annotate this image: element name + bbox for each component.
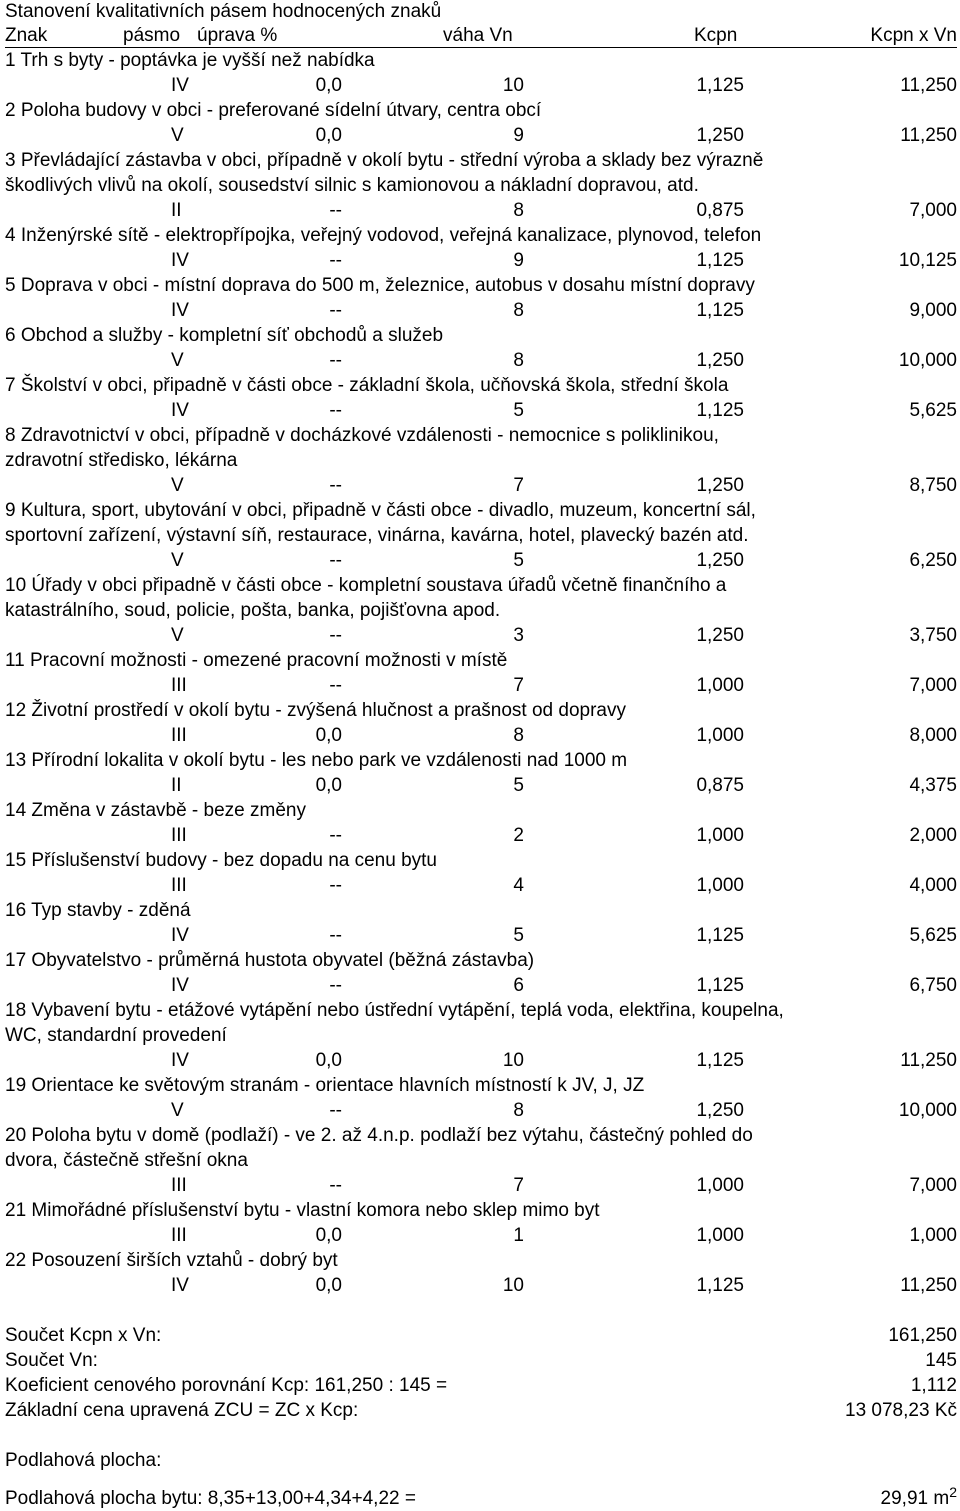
band-value: III — [171, 725, 187, 746]
criterion-values-row — [5, 923, 957, 948]
adjustment-value: -- — [329, 1100, 342, 1121]
kcpn-x-vn-value: 6,250 — [909, 550, 957, 571]
weight-value: 8 — [513, 725, 524, 746]
criterion-item — [5, 48, 957, 98]
weight-value: 5 — [513, 775, 524, 796]
band-value: V — [171, 550, 184, 571]
band-value: V — [171, 350, 184, 371]
criterion-description: 10 Úřady v obci připadně v části obce - kompletní soustava úřadů včetně finančního a — [5, 575, 727, 596]
criterion-values-row — [5, 1048, 957, 1073]
criterion-description: zdravotní středisko, lékárna — [5, 450, 238, 471]
weight-value: 7 — [513, 675, 524, 696]
criterion-values-row — [5, 973, 957, 998]
weight-value: 4 — [513, 875, 524, 896]
floor-area-value — [881, 1486, 957, 1511]
criterion-item — [5, 373, 957, 423]
floor-area-row — [5, 1486, 957, 1511]
criterion-values-row — [5, 873, 957, 898]
summary-row — [5, 1348, 957, 1373]
weight-value: 5 — [513, 550, 524, 571]
kcpn-x-vn-value: 11,250 — [900, 125, 957, 146]
criterion-description: WC, standardní provedení — [5, 1025, 227, 1046]
criterion-item — [5, 998, 957, 1073]
weight-value: 3 — [513, 625, 524, 646]
kcpn-x-vn-value: 11,250 — [900, 1275, 957, 1296]
criterion-item — [5, 748, 957, 798]
band-value: IV — [171, 400, 189, 421]
table-header — [5, 24, 957, 48]
adjustment-value: -- — [329, 400, 342, 421]
kcpn-value: 1,250 — [696, 475, 744, 496]
adjustment-value: -- — [329, 975, 342, 996]
page-title: Stanovení kvalitativních pásem hodnocených znaků — [5, 1, 442, 22]
band-value: IV — [171, 75, 189, 96]
summary-row — [5, 1373, 957, 1398]
criterion-description: 4 Inženýrské sítě - elektropřípojka, veřejný vodovod, veřejná kanalizace, plynovod, telefon — [5, 225, 762, 246]
band-value: III — [171, 675, 187, 696]
band-value: III — [171, 825, 187, 846]
kcpn-x-vn-value: 1,000 — [909, 1225, 957, 1246]
criterion-description: 11 Pracovní možnosti - omezené pracovní možnosti v místě — [5, 650, 508, 671]
criterion-values-row — [5, 1173, 957, 1198]
band-value: V — [171, 125, 184, 146]
adjustment-value: 0,0 — [315, 1225, 342, 1246]
header-kcpn: Kcpn — [694, 25, 738, 46]
band-value: III — [171, 875, 187, 896]
kcpn-x-vn-value: 8,750 — [909, 475, 957, 496]
summary-row — [5, 1398, 957, 1423]
band-value: IV — [171, 975, 189, 996]
band-value: IV — [171, 1050, 189, 1071]
criterion-values-row — [5, 1273, 957, 1298]
criterion-item — [5, 948, 957, 998]
band-value: III — [171, 1225, 187, 1246]
criterion-values-row — [5, 348, 957, 373]
adjustment-value: -- — [329, 925, 342, 946]
kcpn-value: 1,125 — [696, 75, 744, 96]
adjustment-value: -- — [329, 550, 342, 571]
criterion-item — [5, 98, 957, 148]
header-znak: Znak — [5, 25, 48, 46]
criterion-item — [5, 1248, 957, 1298]
summary-label: Součet Vn: — [5, 1350, 98, 1371]
band-value: II — [171, 775, 182, 796]
adjustment-value: -- — [329, 675, 342, 696]
weight-value: 9 — [513, 250, 524, 271]
band-value: V — [171, 1100, 184, 1121]
criteria-list — [5, 48, 957, 1298]
kcpn-x-vn-value: 3,750 — [909, 625, 957, 646]
criterion-values-row — [5, 623, 957, 648]
summary-label: Součet Kcpn x Vn: — [5, 1325, 162, 1346]
kcpn-value: 1,250 — [696, 350, 744, 371]
floor-area-heading: Podlahová plocha: — [5, 1450, 162, 1471]
criterion-values-row — [5, 1098, 957, 1123]
header-pasmo: pásmo — [123, 25, 181, 46]
criterion-description: 16 Typ stavby - zděná — [5, 900, 191, 921]
summary-block — [5, 1323, 957, 1423]
band-value: IV — [171, 300, 189, 321]
weight-value: 10 — [502, 1275, 524, 1296]
criterion-item — [5, 898, 957, 948]
kcpn-value: 1,125 — [696, 400, 744, 421]
criterion-item — [5, 648, 957, 698]
criterion-description: dvora, částečně střešní okna — [5, 1150, 248, 1171]
header-uprava: úprava % — [197, 25, 278, 46]
criterion-description: 18 Vybavení bytu - etážové vytápění nebo ústřední vytápění, teplá voda, elektřina, koupelna, — [5, 1000, 784, 1021]
kcpn-value: 1,250 — [696, 125, 744, 146]
criterion-item — [5, 1198, 957, 1248]
criterion-values-row — [5, 298, 957, 323]
kcpn-x-vn-value: 11,250 — [900, 1050, 957, 1071]
weight-value: 1 — [513, 1225, 524, 1246]
criterion-description: škodlivých vlivů na okolí, sousedství silnic s kamionovou a nákladní dopravou, atd. — [5, 175, 699, 196]
header-kcpn-x-vn: Kcpn x Vn — [870, 25, 957, 46]
criterion-values-row — [5, 473, 957, 498]
criterion-description: 7 Školství v obci, připadně v části obce - základní škola, učňovská škola, střední škola — [5, 375, 729, 396]
summary-value: 161,250 — [888, 1325, 957, 1346]
kcpn-x-vn-value: 6,750 — [909, 975, 957, 996]
adjustment-value: -- — [329, 825, 342, 846]
band-value: IV — [171, 250, 189, 271]
kcpn-value: 0,875 — [696, 200, 744, 221]
adjustment-value: -- — [329, 250, 342, 271]
criterion-item — [5, 148, 957, 223]
criterion-values-row — [5, 198, 957, 223]
criterion-values-row — [5, 398, 957, 423]
criterion-values-row — [5, 123, 957, 148]
kcpn-value: 1,125 — [696, 1050, 744, 1071]
kcpn-x-vn-value: 9,000 — [909, 300, 957, 321]
kcpn-value: 1,250 — [696, 625, 744, 646]
criterion-description: 2 Poloha budovy v obci - preferované sídelní útvary, centra obcí — [5, 100, 542, 121]
criterion-description: 19 Orientace ke světovým stranám - orientace hlavních místností k JV, J, JZ — [5, 1075, 645, 1096]
kcpn-x-vn-value: 10,000 — [898, 1100, 957, 1121]
criterion-description: 6 Obchod a služby - kompletní síť obchodů a služeb — [5, 325, 444, 346]
summary-value: 13 078,23 Kč — [845, 1400, 957, 1421]
weight-value: 8 — [513, 1100, 524, 1121]
adjustment-value: -- — [329, 300, 342, 321]
criterion-item — [5, 323, 957, 373]
spacer — [5, 1298, 957, 1323]
adjustment-value: 0,0 — [315, 125, 342, 146]
spacer — [5, 1423, 957, 1448]
adjustment-value: -- — [329, 1175, 342, 1196]
criterion-description: 1 Trh s byty - poptávka je vyšší než nabídka — [5, 50, 375, 71]
criterion-description: 14 Změna v zástavbě - beze změny — [5, 800, 306, 821]
weight-value: 5 — [513, 400, 524, 421]
criterion-description: 13 Přírodní lokalita v okolí bytu - les nebo park ve vzdálenosti nad 1000 m — [5, 750, 628, 771]
kcpn-x-vn-value: 2,000 — [909, 825, 957, 846]
criterion-description: 8 Zdravotnictví v obci, případně v docházkové vzdálenosti - nemocnice s poliklinikou, — [5, 425, 719, 446]
criterion-description: 17 Obyvatelstvo - průměrná hustota obyvatel (běžná zástavba) — [5, 950, 535, 971]
summary-value: 1,112 — [910, 1375, 957, 1396]
band-value: II — [171, 200, 182, 221]
summary-label: Koeficient cenového porovnání Kcp: 161,250 : 145 = — [5, 1375, 448, 1396]
criterion-values-row — [5, 1223, 957, 1248]
adjustment-value: -- — [329, 200, 342, 221]
kcpn-x-vn-value: 4,375 — [909, 775, 957, 796]
criterion-values-row — [5, 548, 957, 573]
kcpn-x-vn-value: 10,000 — [898, 350, 957, 371]
kcpn-value: 0,875 — [696, 775, 744, 796]
criterion-values-row — [5, 673, 957, 698]
weight-value: 10 — [502, 75, 524, 96]
band-value: IV — [171, 925, 189, 946]
adjustment-value: 0,0 — [315, 1275, 342, 1296]
adjustment-value: -- — [329, 625, 342, 646]
weight-value: 6 — [513, 975, 524, 996]
kcpn-x-vn-value: 4,000 — [909, 875, 957, 896]
criterion-item — [5, 798, 957, 848]
weight-value: 8 — [513, 350, 524, 371]
weight-value: 5 — [513, 925, 524, 946]
weight-value: 8 — [513, 200, 524, 221]
weight-value: 7 — [513, 475, 524, 496]
criterion-description: 21 Mimořádné příslušenství bytu - vlastní komora nebo sklep mimo byt — [5, 1200, 600, 1221]
kcpn-value: 1,125 — [696, 925, 744, 946]
criterion-item — [5, 698, 957, 748]
criterion-item — [5, 273, 957, 323]
criterion-description: 5 Doprava v obci - místní doprava do 500 m, železnice, autobus v dosahu místní dopravy — [5, 275, 755, 296]
kcpn-value: 1,125 — [696, 975, 744, 996]
kcpn-x-vn-value: 7,000 — [909, 675, 957, 696]
kcpn-x-vn-value: 11,250 — [900, 75, 957, 96]
criterion-values-row — [5, 773, 957, 798]
summary-value: 145 — [925, 1350, 957, 1371]
criterion-item — [5, 1123, 957, 1198]
kcpn-value: 1,250 — [696, 550, 744, 571]
kcpn-value: 1,000 — [696, 675, 744, 696]
adjustment-value: 0,0 — [315, 75, 342, 96]
criterion-values-row — [5, 73, 957, 98]
criterion-description: 9 Kultura, sport, ubytování v obci, připadně v části obce - divadlo, muzeum, koncertní sál, — [5, 500, 756, 521]
kcpn-x-vn-value: 10,125 — [898, 250, 957, 271]
criterion-description: 20 Poloha bytu v domě (podlaží) - ve 2. až 4.n.p. podlaží bez výtahu, částečný pohled do — [5, 1125, 753, 1146]
weight-value: 2 — [513, 825, 524, 846]
header-vaha: váha Vn — [443, 25, 513, 46]
adjustment-value: -- — [329, 475, 342, 496]
criterion-item — [5, 423, 957, 498]
criterion-values-row — [5, 723, 957, 748]
criterion-description: katastrálního, soud, policie, pošta, banka, pojišťovna apod. — [5, 600, 501, 621]
kcpn-x-vn-value: 5,625 — [909, 400, 957, 421]
spacer — [5, 1473, 957, 1486]
criterion-description: 3 Převládající zástavba v obci, případně v okolí bytu - střední výroba a sklady bez výrazně — [5, 150, 764, 171]
criterion-description: 22 Posouzení širších vztahů - dobrý byt — [5, 1250, 338, 1271]
criterion-item — [5, 848, 957, 898]
adjustment-value: 0,0 — [315, 1050, 342, 1071]
kcpn-x-vn-value: 5,625 — [909, 925, 957, 946]
band-value: V — [171, 475, 184, 496]
weight-value: 9 — [513, 125, 524, 146]
kcpn-x-vn-value: 7,000 — [909, 200, 957, 221]
floor-area-number: 29,91 m — [880, 1488, 950, 1509]
criterion-description: 12 Životní prostředí v okolí bytu - zvýšená hlučnost a prašnost od dopravy — [5, 700, 626, 721]
floor-area-label: Podlahová plocha bytu: 8,35+13,00+4,34+4,22 = — [5, 1488, 416, 1509]
kcpn-value: 1,125 — [696, 300, 744, 321]
kcpn-value: 1,125 — [696, 1275, 744, 1296]
criterion-values-row — [5, 248, 957, 273]
kcpn-value: 1,000 — [696, 1225, 744, 1246]
kcpn-x-vn-value: 8,000 — [909, 725, 957, 746]
criterion-item — [5, 498, 957, 573]
criterion-description: sportovní zařízení, výstavní síň, restaurace, vinárna, kavárna, hotel, plavecký bazén atd. — [5, 525, 749, 546]
criterion-item — [5, 573, 957, 648]
weight-value: 10 — [502, 1050, 524, 1071]
band-value: IV — [171, 1275, 189, 1296]
criterion-item — [5, 1073, 957, 1123]
band-value: V — [171, 625, 184, 646]
kcpn-value: 1,000 — [696, 725, 744, 746]
adjustment-value: -- — [329, 350, 342, 371]
summary-row — [5, 1323, 957, 1348]
criterion-description: 15 Příslušenství budovy - bez dopadu na cenu bytu — [5, 850, 437, 871]
adjustment-value: 0,0 — [315, 725, 342, 746]
kcpn-value: 1,000 — [696, 1175, 744, 1196]
adjustment-value: -- — [329, 875, 342, 896]
weight-value: 7 — [513, 1175, 524, 1196]
kcpn-value: 1,000 — [696, 825, 744, 846]
kcpn-value: 1,125 — [696, 250, 744, 271]
band-value: III — [171, 1175, 187, 1196]
floor-area-unit-exponent: 2 — [949, 1484, 957, 1500]
kcpn-value: 1,250 — [696, 1100, 744, 1121]
criterion-values-row — [5, 823, 957, 848]
summary-label: Základní cena upravená ZCU = ZC x Kcp: — [5, 1400, 359, 1421]
criterion-item — [5, 223, 957, 273]
kcpn-value: 1,000 — [696, 875, 744, 896]
adjustment-value: 0,0 — [315, 775, 342, 796]
kcpn-x-vn-value: 7,000 — [909, 1175, 957, 1196]
weight-value: 8 — [513, 300, 524, 321]
